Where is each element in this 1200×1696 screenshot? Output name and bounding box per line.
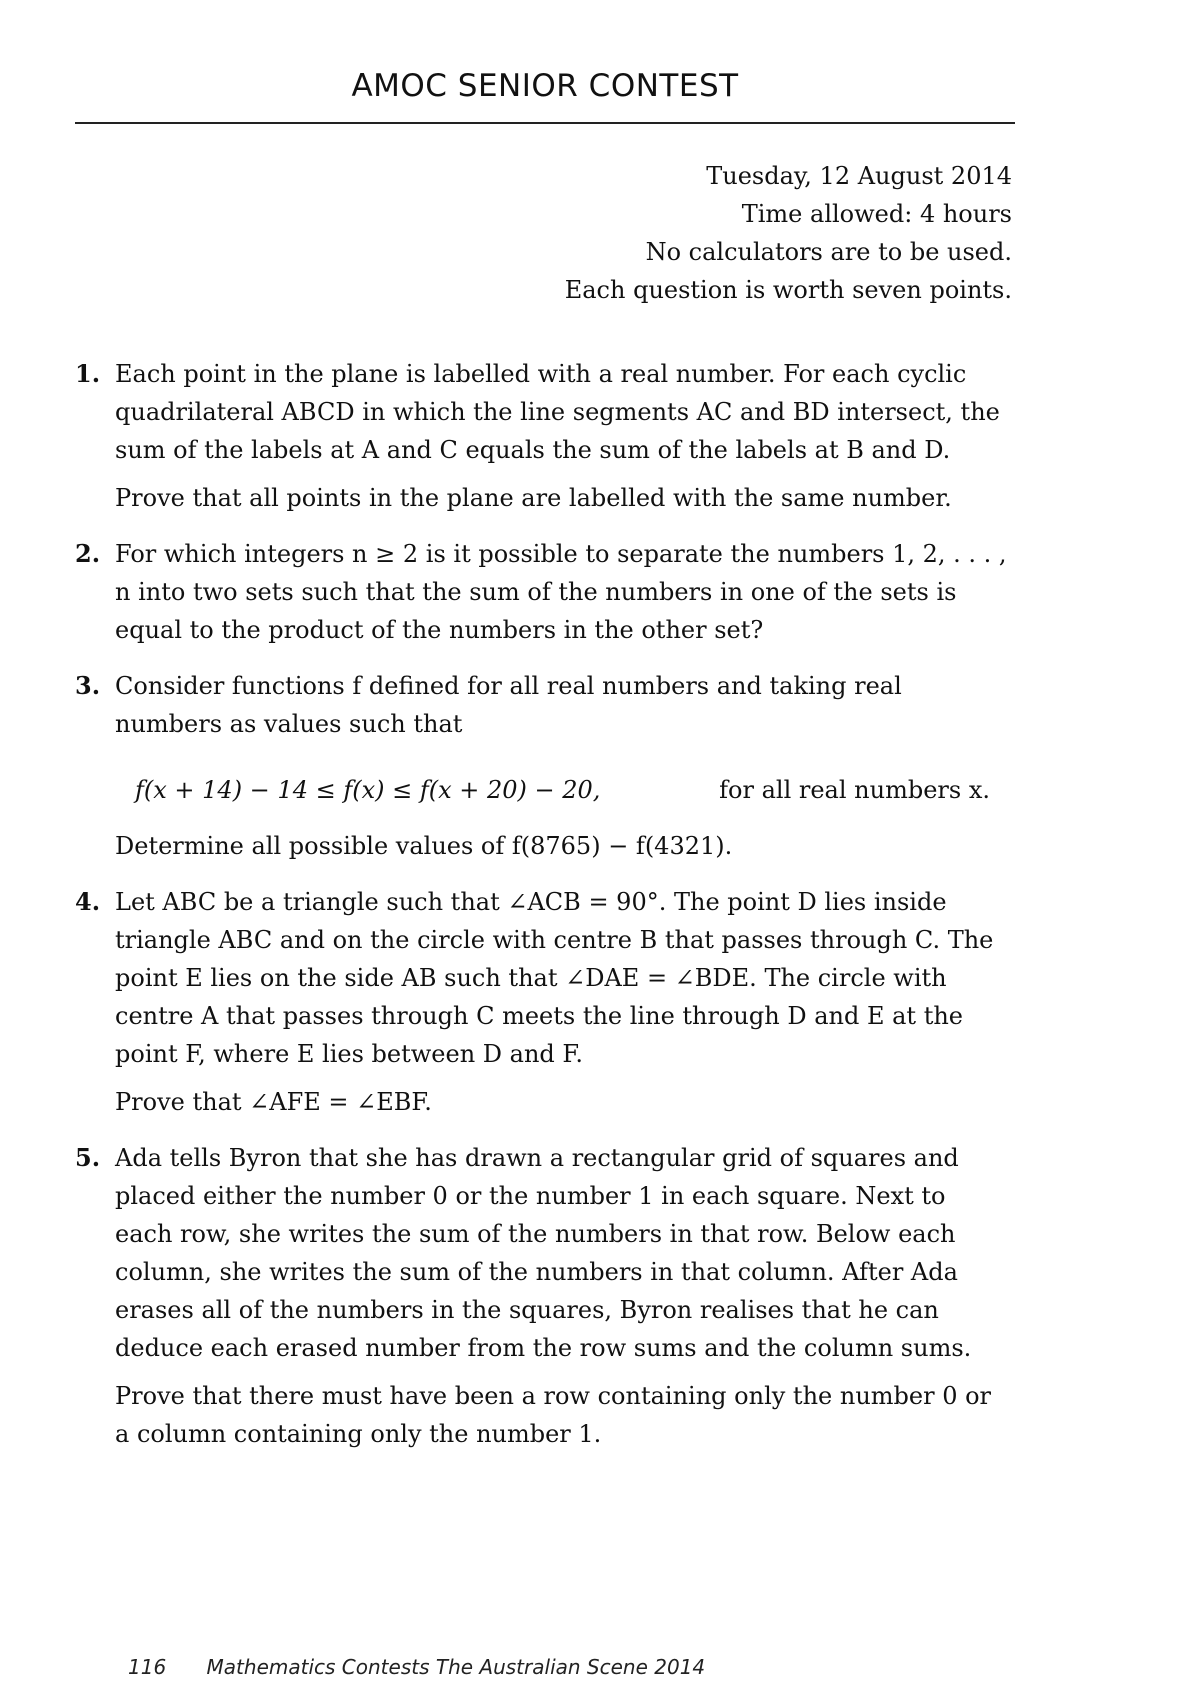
- equation-body: f(x + 14) − 14 ≤ f(x) ≤ f(x + 20) − 20,: [135, 776, 601, 804]
- problem-number: 2.: [75, 539, 101, 568]
- problem-list: [75, 355, 1010, 1471]
- problem-task: Prove that ∠AFE = ∠EBF.: [115, 1088, 432, 1116]
- page-footer: [128, 1655, 705, 1679]
- book-title: Mathematics Contests The Australian Scene 2014: [206, 1655, 706, 1679]
- problem-number: 1.: [75, 359, 101, 388]
- problem-number: 5.: [75, 1143, 101, 1172]
- problem-text: Ada tells Byron that she has drawn a rectangular grid of squares and placed either the number 0 or the number 1 in each square. Next to each row, she writes the sum of the numbers in that row. Below each column, she writes the sum of the numbers in that column. After Ada erases all of the numbers in the squares, Byron realises that he can deduce each erased number from the row sums and the column sums.: [115, 1144, 972, 1362]
- problem-1: [75, 355, 1010, 517]
- contest-date: Tuesday, 12 August 2014: [706, 162, 1012, 190]
- problem-5: [75, 1139, 1010, 1453]
- problem-number: 3.: [75, 671, 101, 700]
- page-number: 116: [128, 1655, 167, 1679]
- points-rule: Each question is worth seven points.: [564, 276, 1012, 304]
- equation-condition: for all real numbers x.: [719, 776, 990, 804]
- problem-text: Let ABC be a triangle such that ∠ACB = 90°. The point D lies inside triangle ABC and on the circle with centre B that passes through C. The point E lies on the side AB such that ∠DAE = ∠BDE. The circle with centre A that passes through C meets the line through D and E at the point F, where E lies between D and F.: [115, 888, 994, 1068]
- problem-2: [75, 535, 1010, 649]
- page-title: AMOC SENIOR CONTEST: [351, 68, 739, 104]
- problem-task: Prove that there must have been a row containing only the number 0 or a column containing only the number 1.: [115, 1382, 992, 1448]
- problem-4: [75, 883, 1010, 1121]
- time-allowed: Time allowed: 4 hours: [741, 200, 1012, 228]
- problem-text: Each point in the plane is labelled with a real number. For each cyclic quadrilateral ABCD in which the line segments AC and BD intersect, the sum of the labels at A and C equals the sum of the labels at B and D.: [115, 360, 1000, 464]
- title-rule: [75, 122, 1015, 124]
- display-equation: [115, 753, 1010, 827]
- problem-text: For which integers n ≥ 2 is it possible to separate the numbers 1, 2, . . . , n into two sets such that the sum of the numbers in one of the sets is equal to the product of the numbers in the other set?: [115, 540, 1007, 644]
- contest-info: [565, 157, 1012, 309]
- problem-task: Prove that all points in the plane are labelled with the same number.: [115, 484, 952, 512]
- problem-text: Consider functions f defined for all real numbers and taking real numbers as values such that: [115, 672, 902, 738]
- problem-3: [75, 667, 1010, 865]
- problem-number: 4.: [75, 887, 101, 916]
- calculator-rule: No calculators are to be used.: [645, 238, 1012, 266]
- problem-task: Determine all possible values of f(8765) − f(4321).: [115, 832, 733, 860]
